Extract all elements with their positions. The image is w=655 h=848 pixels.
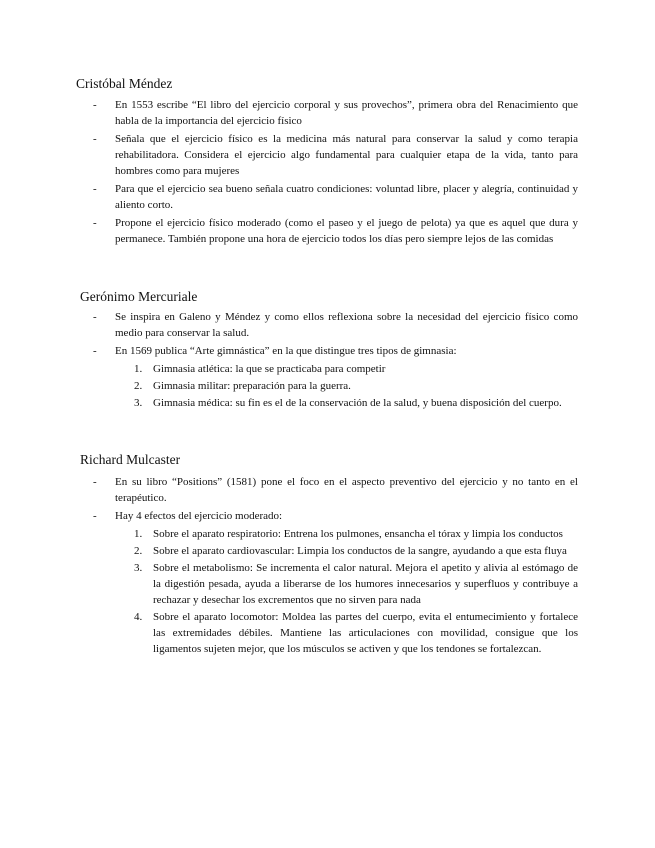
bullet-item [0,309,655,341]
section-heading: Cristóbal Méndez [76,76,173,91]
bullet-text: Propone el ejercicio físico moderado (como el paseo y el juego de pelota) ya que es aquel que dura y permanece. También propone una hora de ejercicio todos los días pero siempre lejos de las comidas [115,217,578,245]
bullet-list [0,97,655,249]
bullet-text: En su libro “Positions” (1581) pone el foco en el aspecto preventivo del ejercicio y no tanto en el terapéutico. [115,476,578,504]
bullet-text: En 1553 escribe “El libro del ejercicio corporal y sus provechos”, primera obra del Renacimiento que habla de la importancia del ejercicio físico [115,99,578,127]
bullet-dash: - [93,133,97,145]
numbered-text: Sobre el aparato cardiovascular: Limpia los conductos de la sangre, ayudando a que esta fluya [153,545,567,557]
section-heading: Richard Mulcaster [80,452,181,467]
bullet-dash: - [93,183,97,195]
bullet-item [0,215,655,247]
numbered-item [0,543,655,559]
numbered-item [0,361,655,377]
numbered-item [0,560,655,608]
bullet-dash: - [93,99,97,111]
number-marker: 4. [134,611,143,623]
bullet-item [0,474,655,506]
bullet-dash: - [93,345,97,357]
number-marker: 2. [134,380,143,392]
numbered-text: Sobre el aparato locomotor: Moldea las partes del cuerpo, evita el entumecimiento y fortalece las extremidades débiles. Mantiene las articulaciones con movilidad, consigue que los ligamentos sujeten mejor, que los músculos se activen y que los tendones se fortalezcan. [153,611,578,655]
bullet-dash: - [93,510,97,522]
numbered-text: Gimnasia atlética: la que se practicaba para competir [153,363,386,375]
bullet-item [0,131,655,179]
numbered-text: Sobre el aparato respiratorio: Entrena los pulmones, ensancha el tórax y limpia los conductos [153,528,563,540]
bullet-item [0,181,655,213]
bullet-text: En 1569 publica “Arte gimnástica” en la que distingue tres tipos de gimnasia: [115,345,457,357]
bullet-dash: - [93,476,97,488]
bullet-item [0,97,655,129]
numbered-text: Sobre el metabolismo: Se incrementa el calor natural. Mejora el apetito y alivia al estómago de la digestión pesada, ayuda a liberarse de los humores innecesarios y superfluos y contribuye a rechazar y desechar los excrementos que no sirven para nada [153,562,578,606]
bullet-list [0,309,655,412]
numbered-text: Gimnasia militar: preparación para la guerra. [153,380,351,392]
numbered-item [0,378,655,394]
numbered-text: Gimnasia médica: su fin es el de la conservación de la salud, y buena disposición del cuerpo. [153,397,562,409]
number-marker: 3. [134,397,143,409]
bullet-text: Señala que el ejercicio físico es la medicina más natural para conservar la salud y como terapia rehabilitadora. Considera el ejercicio algo fundamental para cualquier etapa de la vida, tanto para hombres como para mujeres [115,133,578,177]
bullet-item [0,343,655,359]
number-marker: 1. [134,528,143,540]
numbered-item [0,609,655,657]
bullet-dash: - [93,217,97,229]
section-heading: Gerónimo Mercuriale [80,289,198,304]
bullet-text: Se inspira en Galeno y Méndez y como ellos reflexiona sobre la necesidad del ejercicio físico como medio para conservar la salud. [115,311,578,339]
numbered-item [0,526,655,542]
bullet-text: Para que el ejercicio sea bueno señala cuatro condiciones: voluntad libre, placer y alegría, continuidad y aliento corto. [115,183,578,211]
bullet-text: Hay 4 efectos del ejercicio moderado: [115,510,283,522]
number-marker: 1. [134,363,143,375]
bullet-dash: - [93,311,97,323]
number-marker: 2. [134,545,143,557]
bullet-list [0,474,655,658]
number-marker: 3. [134,562,143,574]
bullet-item [0,508,655,524]
numbered-item [0,395,655,411]
